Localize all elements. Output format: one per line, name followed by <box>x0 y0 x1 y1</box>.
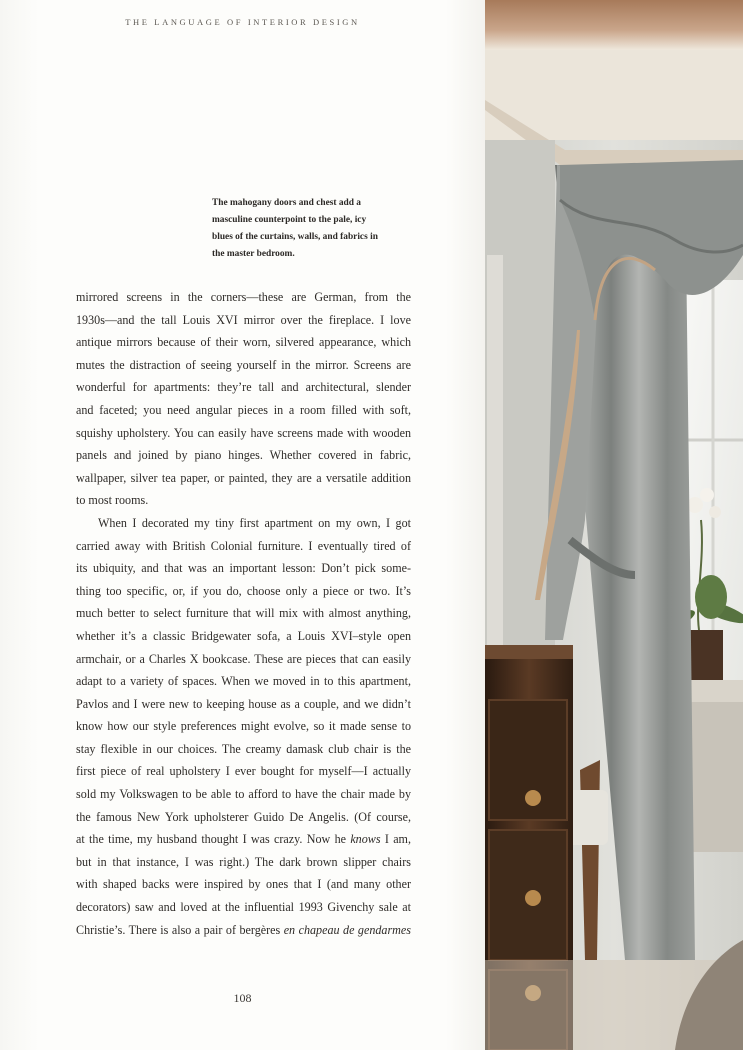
text-line <box>76 828 411 851</box>
paragraph-1 <box>76 286 411 512</box>
text-line: sold my Volkswagen to be able to afford to have the chair made by <box>76 787 411 802</box>
text-line: its ubiquity, and that was an important lesson: Don’t pick some- <box>76 561 411 576</box>
text-line: thing too specific, or, if you do, choose only a piece or two. It’s <box>76 583 411 598</box>
text-line: to most rooms. <box>76 493 149 508</box>
bedroom-photo <box>485 0 743 1050</box>
text-line: mutes the distraction of seeing yourself in the mirror. Screens are <box>76 357 411 372</box>
text-run: at the time, my husband thought I was crazy. Now he <box>76 832 351 847</box>
text-run: Christie’s. There is also a pair of bergères <box>76 922 284 937</box>
text-line: but in that instance, I was right.) The dark brown slipper chairs <box>76 854 411 869</box>
running-head: THE LANGUAGE OF INTERIOR DESIGN <box>125 17 360 27</box>
text-line: wallpaper, silver tea paper, or painted, they are a versatile addition <box>76 470 411 485</box>
text-line: panels and joined by piano hinges. Whether covered in fabric, <box>76 448 411 463</box>
text-line <box>76 919 411 942</box>
caption-line: masculine counterpoint to the pale, icy <box>212 215 367 225</box>
text-line: When I decorated my tiny first apartment on my own, I got <box>98 515 411 530</box>
text-line: 1930s—and the tall Louis XVI mirror over the fireplace. I love <box>76 312 411 327</box>
text-line: adapt to a variety of spaces. When we moved in to this apartment, <box>76 674 411 689</box>
text-line: first piece of real upholstery I ever bought for myself—I actually <box>76 764 411 779</box>
caption-line: The mahogany doors and chest add a <box>212 198 361 208</box>
text-line: armchair, or a Charles X bookcase. These are pieces that can easily <box>76 651 411 666</box>
text-line: with shaped backs were inspired by ones that I (and many other <box>76 877 411 892</box>
text-line: carried away with British Colonial furniture. I eventually tired of <box>76 538 411 553</box>
text-line: and faceted; you need angular pieces in a room filled with soft, <box>76 402 411 417</box>
body-text <box>76 286 411 941</box>
paragraph-2 <box>76 512 411 941</box>
caption-line: blues of the curtains, walls, and fabrics in <box>212 232 378 242</box>
caption-line: the master bedroom. <box>212 249 295 259</box>
text-line: mirrored screens in the corners—these are German, from the <box>76 290 411 304</box>
text-line: stay flexible in our choices. The creamy damask club chair is the <box>76 741 411 756</box>
text-line: know how our style preferences might evolve, so it made sense to <box>76 719 411 734</box>
photo-caption <box>212 195 412 263</box>
text-line: wonderful for apartments: they’re tall and architectural, slender <box>76 380 411 395</box>
text-line: Pavlos and I were new to keeping house as a couple, and we didn’t <box>76 696 411 711</box>
emphasis: knows <box>350 832 381 847</box>
bedroom-photo-illustration <box>485 0 743 1050</box>
text-line: the famous New York upholsterer Guido De Angelis. (Of course, <box>76 809 411 824</box>
page-number: 108 <box>233 991 252 1005</box>
emphasis: en chapeau de gendarmes <box>283 922 411 937</box>
text-line: whether it’s a classic Bridgewater sofa, a Louis XVI–style open <box>76 628 411 643</box>
text-line: antique mirrors because of their worn, silvered appearance, which <box>76 335 411 350</box>
text-line: much better to select furniture that will mix with almost anything, <box>76 606 411 621</box>
text-run: I am, <box>380 832 411 847</box>
text-line: squishy upholstery. You can easily have screens made with wooden <box>76 425 411 440</box>
text-line: decorators) saw and loved at the influential 1993 Givenchy sale at <box>76 900 411 915</box>
